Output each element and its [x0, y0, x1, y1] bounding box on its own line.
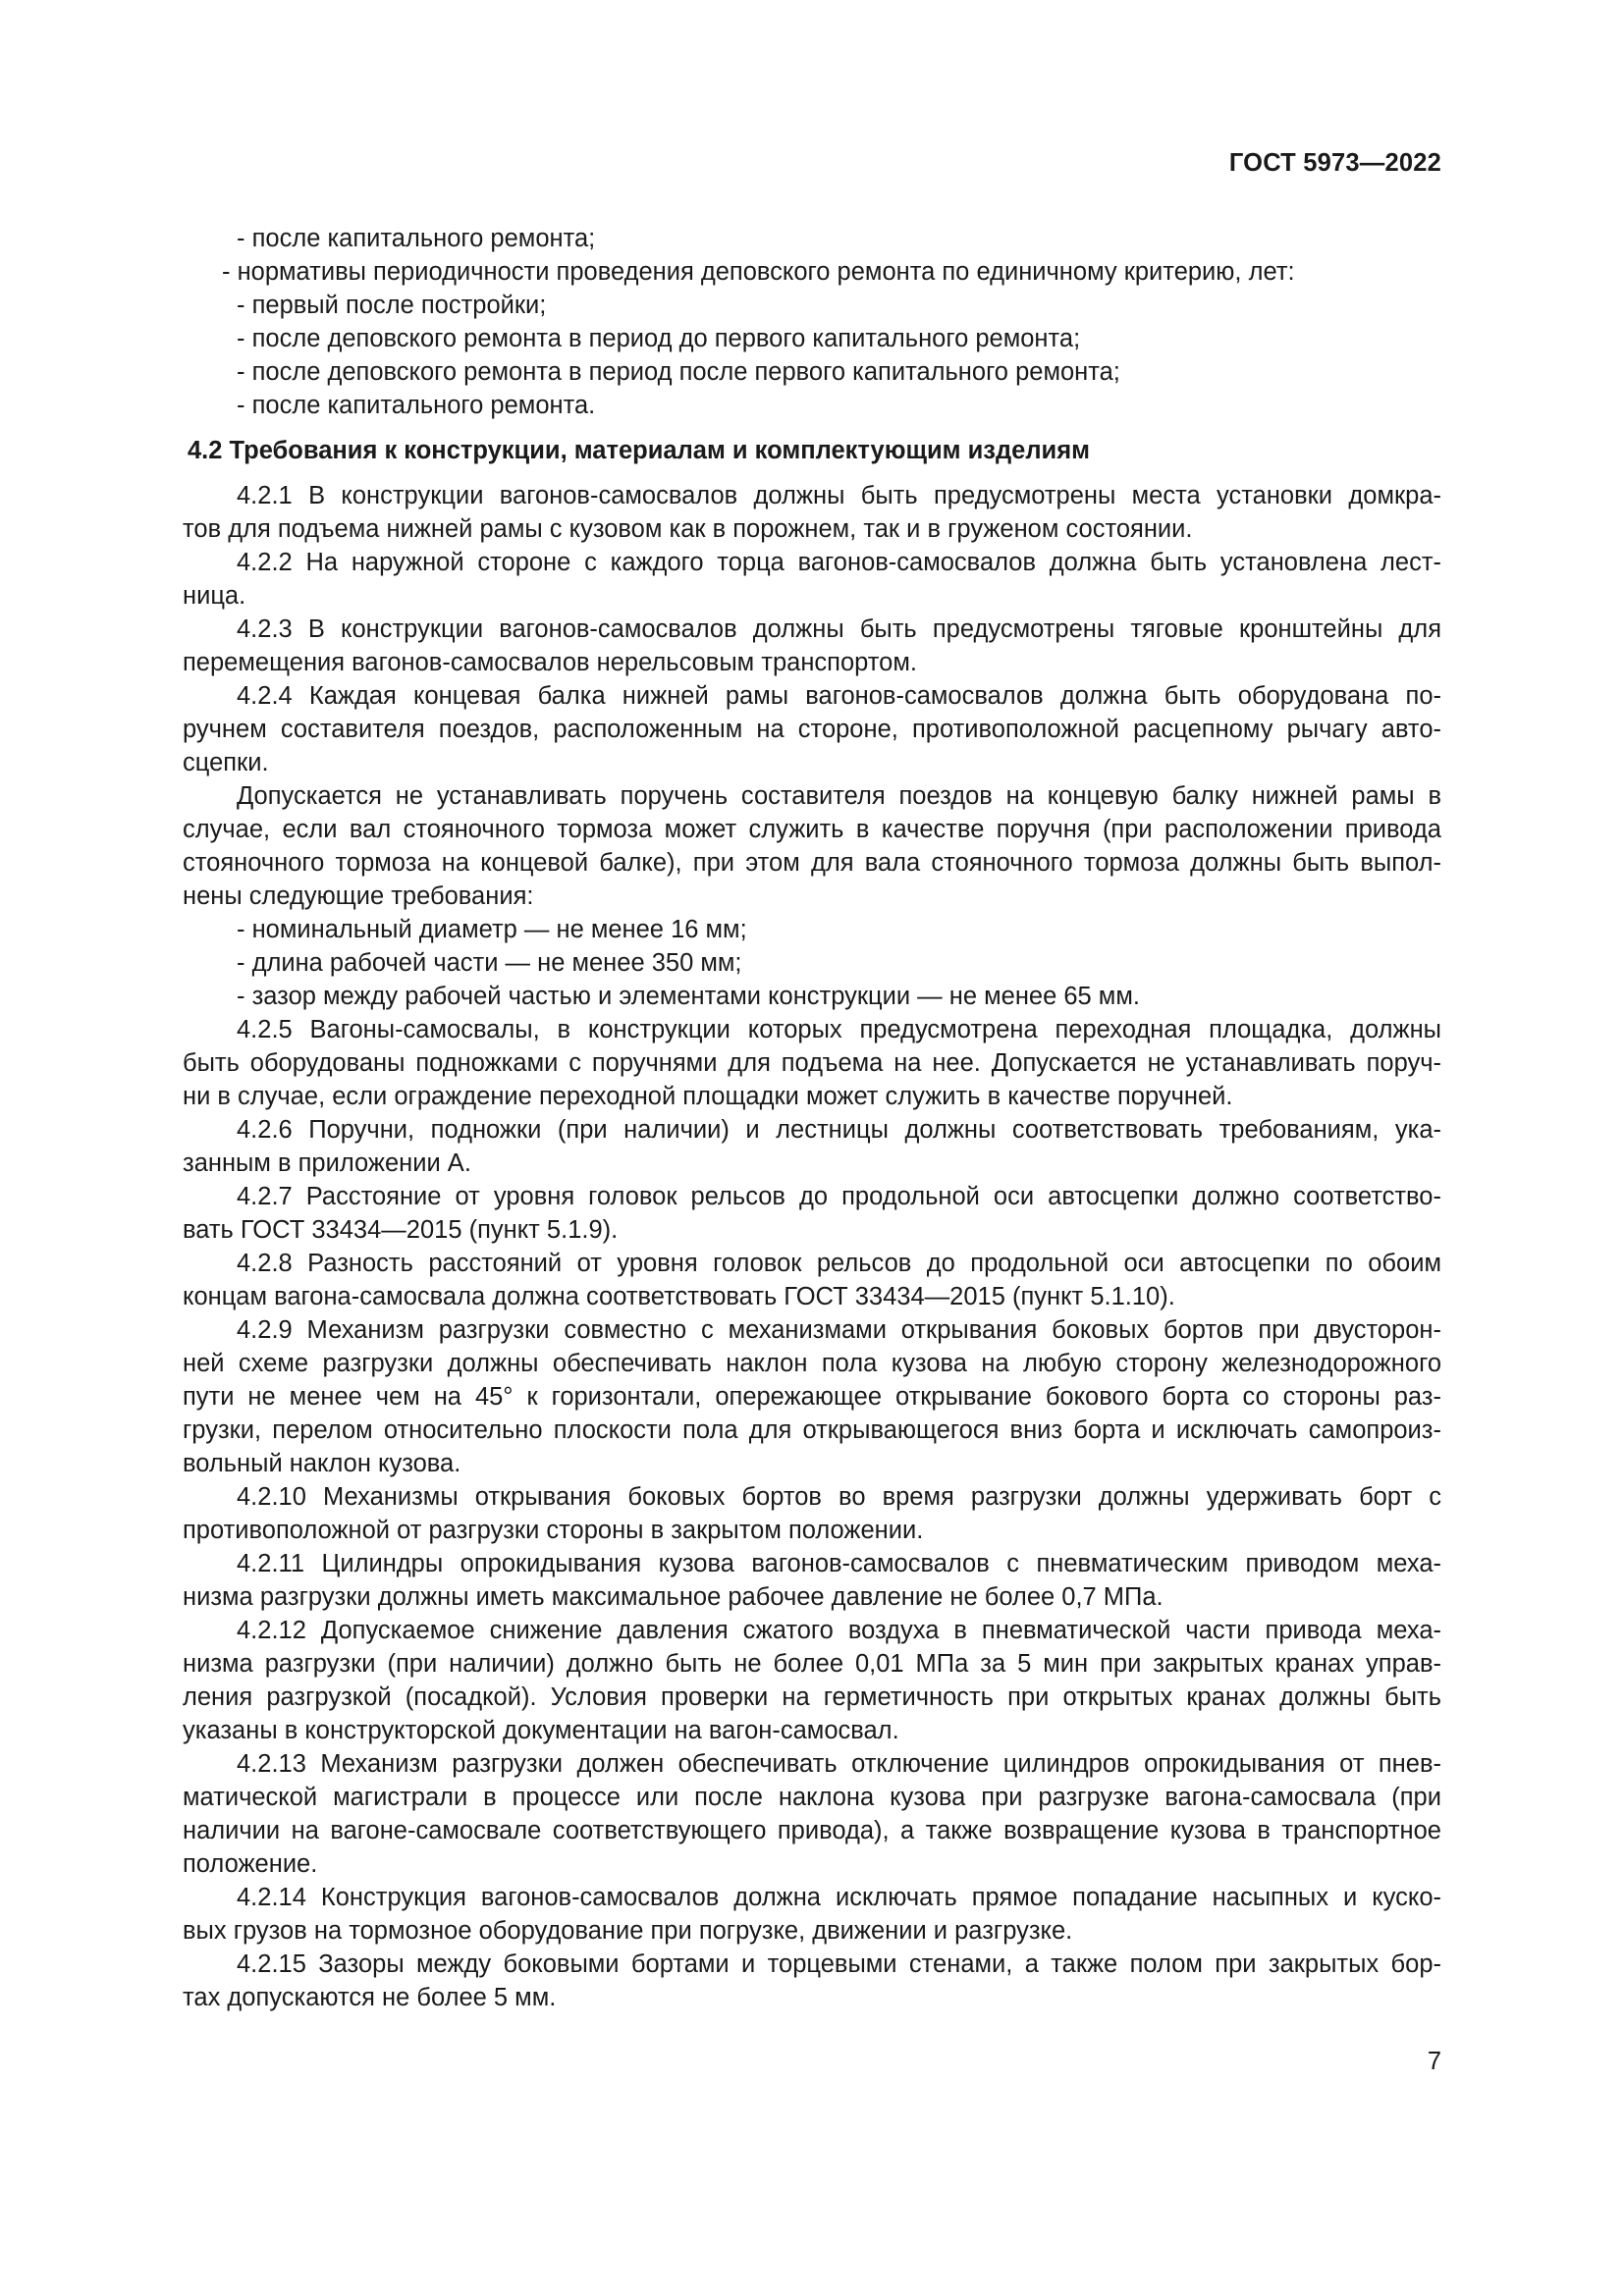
paragraph-line: 4.2.5 Вагоны-самосвалы, в конструкции которых предусмотрена переходная площадка, должны — [237, 1016, 1441, 1043]
paragraph-line: ручнем составителя поездов, расположенным на стороне, противоположной расцепному рычагу авто- — [183, 716, 1441, 743]
paragraph-line: вать ГОСТ 33434—2015 (пункт 5.1.9). — [183, 1216, 619, 1244]
paragraph-line: наличии на вагоне-самосвале соответствующего привода), а также возвращение кузова в транспортное — [183, 1817, 1441, 1844]
paragraph-line: 4.2.12 Допускаемое снижение давления сжатого воздуха в пневматической части привода меха- — [237, 1617, 1441, 1644]
paragraph-line: сцепки. — [183, 749, 269, 776]
paragraph-line: нены следующие требования: — [183, 882, 534, 910]
paragraph-line: ница. — [183, 582, 246, 610]
paragraph-line: тов для подъема нижней рамы с кузовом как в порожнем, так и в груженом состоянии. — [183, 515, 1193, 543]
list-item: - нормативы периодичности проведения деповского ремонта по единичному критерию, лет: — [222, 258, 1295, 286]
paragraph-line: пути не менее чем на 45° к горизонтали, опережающее открывание бокового борта со стороны раз- — [183, 1383, 1441, 1411]
paragraph-line: занным в приложении А. — [183, 1149, 471, 1177]
list-item: - после деповского ремонта в период до первого капитального ремонта; — [237, 325, 1081, 352]
paragraph-line: 4.2.2 На наружной стороне с каждого торца вагонов-самосвалов должна быть установлена лест- — [237, 549, 1441, 576]
paragraph-line: случае, если вал стояночного тормоза может служить в качестве поручня (при расположении привода — [183, 816, 1441, 843]
paragraph-line: вых грузов на тормозное оборудование при погрузке, движении и разгрузке. — [183, 1917, 1073, 1945]
list-item: - номинальный диаметр — не менее 16 мм; — [237, 916, 747, 943]
list-item: - после капитального ремонта; — [237, 225, 596, 252]
paragraph-line: указаны в конструкторской документации на вагон-самосвал. — [183, 1717, 899, 1744]
paragraph-line: 4.2.7 Расстояние от уровня головок рельсов до продольной оси автосцепки должно соответство- — [237, 1183, 1441, 1210]
paragraph-line: 4.2.1 В конструкции вагонов-самосвалов должны быть предусмотрены места установки домкра- — [237, 482, 1441, 509]
paragraph-line: стояночного тормоза на концевой балке), при этом для вала стояночного тормоза должны быть выпол- — [183, 849, 1441, 877]
document-body — [183, 222, 1441, 2014]
paragraph-line: 4.2.14 Конструкция вагонов-самосвалов должна исключать прямое попадание насыпных и куско- — [237, 1884, 1441, 1911]
page-number: 7 — [1427, 2048, 1441, 2075]
paragraph-line: быть оборудованы подножками с поручнями для подъема на нее. Допускается не устанавливать поруч- — [183, 1049, 1441, 1077]
paragraph-line: 4.2.9 Механизм разгрузки совместно с механизмами открывания боковых бортов при двусторон- — [237, 1316, 1441, 1344]
list-item: - после капитального ремонта. — [237, 392, 596, 419]
paragraph-line: 4.2.13 Механизм разгрузки должен обеспечивать отключение цилиндров опрокидывания от пнев- — [237, 1750, 1441, 1778]
paragraph-line: вольный наклон кузова. — [183, 1450, 461, 1477]
paragraph-line: 4.2.11 Цилиндры опрокидывания кузова вагонов-самосвалов с пневматическим приводом меха- — [237, 1550, 1441, 1577]
paragraph-line: положение. — [183, 1850, 318, 1878]
document-code-header: ГОСТ 5973—2022 — [1228, 149, 1441, 177]
paragraph-line: 4.2.4 Каждая концевая балка нижней рамы вагонов-самосвалов должна быть оборудована по- — [237, 682, 1441, 710]
list-item: - зазор между рабочей частью и элементами конструкции — не менее 65 мм. — [237, 983, 1140, 1010]
paragraph-line: грузки, перелом относительно плоскости пола для открывающегося вниз борта и исключать самопроиз- — [183, 1416, 1441, 1444]
paragraph-line: низма разгрузки (при наличии) должно быть не более 0,01 МПа за 5 мин при закрытых кранах управ- — [183, 1650, 1441, 1678]
paragraph-line: низма разгрузки должны иметь максимальное рабочее давление не более 0,7 МПа. — [183, 1583, 1164, 1611]
paragraph-line: 4.2.6 Поручни, подножки (при наличии) и лестницы должны соответствовать требованиям, ука- — [237, 1116, 1441, 1144]
paragraph-line: перемещения вагонов-самосвалов нерельсовым транспортом. — [183, 649, 917, 676]
paragraph-line: ней схеме разгрузки должны обеспечивать наклон пола кузова на любую сторону железнодорожного — [183, 1350, 1441, 1377]
paragraph-line: 4.2.10 Механизмы открывания боковых бортов во время разгрузки должны удерживать борт с — [237, 1483, 1441, 1511]
list-item: - после деповского ремонта в период после первого капитального ремонта; — [237, 358, 1120, 386]
list-item: - первый после постройки; — [237, 292, 547, 319]
paragraph-line: ни в случае, если ограждение переходной площадки может служить в качестве поручней. — [183, 1083, 1233, 1110]
paragraph-line: матической магистрали в процессе или после наклона кузова при разгрузке вагона-самосвала (при — [183, 1784, 1441, 1811]
list-item: - длина рабочей части — не менее 350 мм; — [237, 949, 742, 977]
paragraph-line: концам вагона-самосвала должна соответствовать ГОСТ 33434—2015 (пункт 5.1.10). — [183, 1283, 1175, 1310]
paragraph-line: тах допускаются не более 5 мм. — [183, 1984, 557, 2011]
paragraph-line: 4.2.3 В конструкции вагонов-самосвалов должны быть предусмотрены тяговые кронштейны для — [237, 615, 1441, 643]
section-heading: 4.2 Требования к конструкции, материалам и комплектующим изделиям — [188, 437, 1090, 464]
paragraph-line: противоположной от разгрузки стороны в закрытом положении. — [183, 1517, 924, 1544]
paragraph-line: Допускается не устанавливать поручень составителя поездов на концевую балку нижней рамы в — [237, 782, 1441, 810]
paragraph-line: ления разгрузкой (посадкой). Условия проверки на герметичность при открытых кранах должны быть — [183, 1683, 1441, 1711]
paragraph-line: 4.2.8 Разность расстояний от уровня головок рельсов до продольной оси автосцепки по обоим — [237, 1250, 1441, 1277]
paragraph-line: 4.2.15 Зазоры между боковыми бортами и торцевыми стенами, а также полом при закрытых бор- — [237, 1950, 1441, 1978]
